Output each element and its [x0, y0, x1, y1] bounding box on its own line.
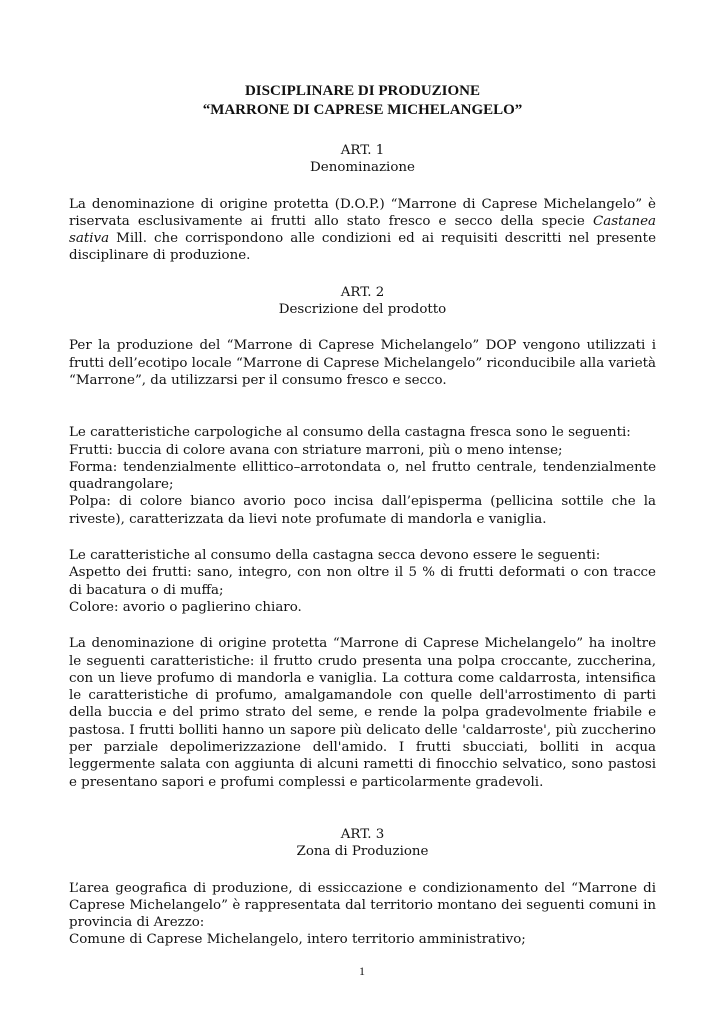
art2-paragraph-characteristics: La denominazione di origine protetta “Marrone di Caprese Michelangelo” ha inoltre le seguenti caratteristiche: il frutto crudo presenta una polpa croccante, zuccherina, con un lieve profumo di mandorla e vaniglia. La cottura come caldarrosta, intensifica le caratteristiche di profumo, amalgamandole con quelle dell'arrostimento di parti della buccia e del primo strato del seme, e rende la polpa gradevolmente friabile e pastosa. I frutti bolliti hanno un sapore più delicato delle 'caldarroste', più zuccherino per parziale depolimerizzazione dell'amido. I frutti sbucciati, bolliti in acqua leggermente salata con aggiunta di alcuni rametti di finocchio selvatico, sono pastosi e presentano sapori e profumi complessi e particolarmente gradevoli.: [69, 636, 656, 790]
page-number: 1: [359, 964, 365, 978]
dry-aspetto: Aspetto dei frutti: sano, integro, con non oltre il 5 % di frutti deformati o con tracce di bacatura o di muffa;: [69, 565, 656, 598]
art3-paragraph-comune: Comune di Caprese Michelangelo, intero territorio amministrativo;: [69, 932, 526, 948]
art2-heading: Descrizione del prodotto: [278, 302, 447, 318]
document-subtitle: “MARRONE DI CAPRESE MICHELANGELO”: [202, 102, 523, 118]
art1-heading: Denominazione: [310, 160, 415, 176]
document-page: [69, 82, 656, 949]
art3-heading: Zona di Produzione: [296, 844, 429, 860]
art2-paragraph-production: Per la produzione del “Marrone di Caprese Michelangelo” DOP vengono utilizzati i frutti dell’ecotipo locale “Marrone di Caprese Michelangelo” riconducibile alla varietà “Marrone”, da utilizzarsi per il consumo fresco e secco.: [69, 338, 656, 388]
art3-paragraph-area: L’area geografica di produzione, di essiccazione e condizionamento del “Marrone di Caprese Michelangelo” è rappresentata dal territorio montano dei seguenti comuni in provincia di Arezzo:: [69, 880, 656, 931]
dry-colore: Colore: avorio o paglierino chiaro.: [69, 599, 302, 615]
fresh-polpa: Polpa: di colore bianco avorio poco incisa dall’episperma (pellicina sottile che la riveste), caratterizzata da lievi note profumate di mandorla e vaniglia.: [69, 494, 656, 527]
fresh-frutti: Frutti: buccia di colore avana con striature marroni, più o meno intense;: [69, 442, 563, 458]
art1-paragraph: [69, 196, 656, 265]
art1-text-a: La denominazione di origine protetta (D.O.P.) “Marrone di Caprese Michelangelo” è riservata esclusivamente ai frutti allo stato fresco e secco della specie: [69, 196, 656, 229]
fresh-forma: Forma: tendenzialmente ellittico–arrotondata o, nel frutto centrale, tendenzialmente quadrangolare;: [69, 459, 656, 493]
art1-species: Castanea sativa: [69, 213, 656, 247]
fresh-intro: Le caratteristiche carpologiche al consumo della castagna fresca sono le seguenti:: [69, 425, 631, 441]
art3-number: ART. 3: [340, 826, 385, 842]
art1-text-b: Mill. che corrispondono alle condizioni ed ai requisiti descritti nel presente disciplinare di produzione.: [69, 231, 656, 264]
art2-number: ART. 2: [340, 284, 385, 300]
document-title: DISCIPLINARE DI PRODUZIONE: [244, 83, 481, 99]
dry-intro: Le caratteristiche al consumo della castagna secca devono essere le seguenti:: [69, 548, 601, 564]
art1-number: ART. 1: [340, 143, 385, 158]
